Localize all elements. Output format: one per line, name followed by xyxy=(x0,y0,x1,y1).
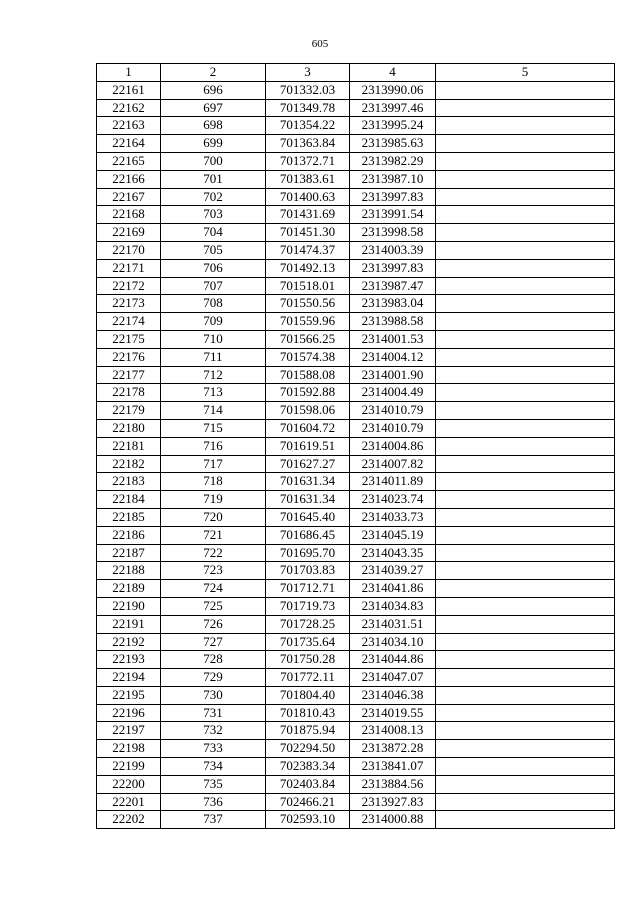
table-cell: 22181 xyxy=(97,437,161,455)
table-row xyxy=(97,402,615,420)
table-row xyxy=(97,295,615,313)
table-cell: 2314023.74 xyxy=(350,491,436,509)
table-cell: 701712.71 xyxy=(266,580,350,598)
table-cell xyxy=(436,526,615,544)
table-row xyxy=(97,188,615,206)
table-cell: 22183 xyxy=(97,473,161,491)
table-cell: 2313987.47 xyxy=(350,277,436,295)
table-cell: 2313997.83 xyxy=(350,188,436,206)
table-row xyxy=(97,348,615,366)
table-cell: 22169 xyxy=(97,224,161,242)
table-row xyxy=(97,206,615,224)
page-number: 605 xyxy=(311,38,329,50)
table-cell: 22175 xyxy=(97,330,161,348)
table-cell: 712 xyxy=(161,366,266,384)
table-row xyxy=(97,722,615,740)
table-cell: 22189 xyxy=(97,580,161,598)
table-row xyxy=(97,313,615,331)
table-cell: 720 xyxy=(161,508,266,526)
column-header: 1 xyxy=(97,64,161,82)
table-cell: 22191 xyxy=(97,615,161,633)
table-cell xyxy=(436,508,615,526)
table-cell: 707 xyxy=(161,277,266,295)
table-cell: 2314044.86 xyxy=(350,651,436,669)
table-cell: 22198 xyxy=(97,740,161,758)
table-cell: 722 xyxy=(161,544,266,562)
table-cell xyxy=(436,152,615,170)
table-cell: 22168 xyxy=(97,206,161,224)
table-cell: 729 xyxy=(161,669,266,687)
table-cell: 701451.30 xyxy=(266,224,350,242)
table-row xyxy=(97,330,615,348)
table-cell: 701695.70 xyxy=(266,544,350,562)
table-cell: 728 xyxy=(161,651,266,669)
table-row xyxy=(97,793,615,811)
table-cell: 2313987.10 xyxy=(350,170,436,188)
table-cell: 701431.69 xyxy=(266,206,350,224)
table-cell: 702466.21 xyxy=(266,793,350,811)
table-cell: 2314004.49 xyxy=(350,384,436,402)
table-cell: 22202 xyxy=(97,811,161,829)
table-cell: 22195 xyxy=(97,686,161,704)
table-cell xyxy=(436,135,615,153)
table-cell: 2313995.24 xyxy=(350,117,436,135)
table-cell: 2314004.12 xyxy=(350,348,436,366)
table-cell: 2314001.90 xyxy=(350,366,436,384)
table-cell: 2314008.13 xyxy=(350,722,436,740)
table-cell: 701619.51 xyxy=(266,437,350,455)
table-cell: 717 xyxy=(161,455,266,473)
table-cell: 711 xyxy=(161,348,266,366)
table-cell: 701349.78 xyxy=(266,99,350,117)
table-cell: 22167 xyxy=(97,188,161,206)
table-cell: 696 xyxy=(161,81,266,99)
table-row xyxy=(97,384,615,402)
table-cell xyxy=(436,491,615,509)
table-row xyxy=(97,473,615,491)
table-cell: 710 xyxy=(161,330,266,348)
table-cell: 2314034.10 xyxy=(350,633,436,651)
table-cell: 701383.61 xyxy=(266,170,350,188)
table-cell: 702294.50 xyxy=(266,740,350,758)
table-cell: 22199 xyxy=(97,758,161,776)
table-cell xyxy=(436,295,615,313)
table-cell: 22201 xyxy=(97,793,161,811)
table-cell: 701875.94 xyxy=(266,722,350,740)
table-row xyxy=(97,277,615,295)
table-cell: 2314034.83 xyxy=(350,597,436,615)
table-cell: 22187 xyxy=(97,544,161,562)
column-header: 4 xyxy=(350,64,436,82)
table-row xyxy=(97,811,615,829)
table-cell: 704 xyxy=(161,224,266,242)
table-row xyxy=(97,419,615,437)
table-cell: 2314046.38 xyxy=(350,686,436,704)
table-row xyxy=(97,491,615,509)
table-cell xyxy=(436,615,615,633)
table-cell: 22176 xyxy=(97,348,161,366)
table-cell: 719 xyxy=(161,491,266,509)
table-cell: 701 xyxy=(161,170,266,188)
table-cell: 701474.37 xyxy=(266,241,350,259)
table-cell xyxy=(436,562,615,580)
table-cell: 701372.71 xyxy=(266,152,350,170)
table-cell: 2313991.54 xyxy=(350,206,436,224)
table-cell: 701354.22 xyxy=(266,117,350,135)
table-cell: 714 xyxy=(161,402,266,420)
table-cell xyxy=(436,313,615,331)
table-row xyxy=(97,117,615,135)
table-cell: 701772.11 xyxy=(266,669,350,687)
table-cell: 22182 xyxy=(97,455,161,473)
table-cell xyxy=(436,669,615,687)
table-cell: 2313985.63 xyxy=(350,135,436,153)
table-cell: 2313998.58 xyxy=(350,224,436,242)
table-cell: 701750.28 xyxy=(266,651,350,669)
table-cell xyxy=(436,330,615,348)
table-row xyxy=(97,580,615,598)
table-cell: 701631.34 xyxy=(266,473,350,491)
table-cell: 22163 xyxy=(97,117,161,135)
table-cell xyxy=(436,437,615,455)
table-cell: 701627.27 xyxy=(266,455,350,473)
table-cell: 701332.03 xyxy=(266,81,350,99)
table-cell xyxy=(436,188,615,206)
header-row xyxy=(97,64,615,82)
table-cell xyxy=(436,811,615,829)
table-cell: 735 xyxy=(161,775,266,793)
table-cell xyxy=(436,402,615,420)
table-cell xyxy=(436,580,615,598)
table-cell: 701804.40 xyxy=(266,686,350,704)
table-cell xyxy=(436,473,615,491)
table-cell: 699 xyxy=(161,135,266,153)
table-cell: 22171 xyxy=(97,259,161,277)
table-cell: 2313884.56 xyxy=(350,775,436,793)
table-cell xyxy=(436,544,615,562)
table-row xyxy=(97,99,615,117)
table-cell: 22179 xyxy=(97,402,161,420)
table-cell: 22173 xyxy=(97,295,161,313)
table-cell: 22162 xyxy=(97,99,161,117)
table-row xyxy=(97,651,615,669)
table-row xyxy=(97,704,615,722)
table-cell: 22193 xyxy=(97,651,161,669)
table-row xyxy=(97,135,615,153)
table-cell: 734 xyxy=(161,758,266,776)
table-cell: 737 xyxy=(161,811,266,829)
table-cell: 22174 xyxy=(97,313,161,331)
table-cell: 22165 xyxy=(97,152,161,170)
table-cell: 701574.38 xyxy=(266,348,350,366)
table-cell: 22192 xyxy=(97,633,161,651)
table-cell: 22194 xyxy=(97,669,161,687)
table-cell: 2314033.73 xyxy=(350,508,436,526)
table-cell: 731 xyxy=(161,704,266,722)
table-cell xyxy=(436,758,615,776)
table-row xyxy=(97,259,615,277)
table-cell: 701492.13 xyxy=(266,259,350,277)
table-cell: 733 xyxy=(161,740,266,758)
table-cell: 701631.34 xyxy=(266,491,350,509)
table-row xyxy=(97,669,615,687)
table-row xyxy=(97,740,615,758)
table-cell: 701400.63 xyxy=(266,188,350,206)
table-row xyxy=(97,615,615,633)
table-cell: 702 xyxy=(161,188,266,206)
table-cell: 701592.88 xyxy=(266,384,350,402)
table-cell: 701363.84 xyxy=(266,135,350,153)
table-cell: 709 xyxy=(161,313,266,331)
table-cell: 22164 xyxy=(97,135,161,153)
table-cell: 2314039.27 xyxy=(350,562,436,580)
table-cell xyxy=(436,419,615,437)
table-cell: 2314010.79 xyxy=(350,419,436,437)
table-cell xyxy=(436,259,615,277)
table-cell: 2313983.04 xyxy=(350,295,436,313)
table-cell: 22197 xyxy=(97,722,161,740)
table-cell: 736 xyxy=(161,793,266,811)
table-cell: 702403.84 xyxy=(266,775,350,793)
table-row xyxy=(97,562,615,580)
table-cell: 2314045.19 xyxy=(350,526,436,544)
table-cell: 701550.56 xyxy=(266,295,350,313)
table-cell: 22190 xyxy=(97,597,161,615)
table-row xyxy=(97,224,615,242)
column-header: 3 xyxy=(266,64,350,82)
table-cell: 701703.83 xyxy=(266,562,350,580)
table-cell: 2314010.79 xyxy=(350,402,436,420)
table-cell: 701518.01 xyxy=(266,277,350,295)
table-cell: 702383.34 xyxy=(266,758,350,776)
table-cell: 2314003.39 xyxy=(350,241,436,259)
table-cell: 22185 xyxy=(97,508,161,526)
table-cell: 715 xyxy=(161,419,266,437)
table-row xyxy=(97,241,615,259)
table-cell: 2314001.53 xyxy=(350,330,436,348)
table-cell: 2314041.86 xyxy=(350,580,436,598)
table-cell: 702593.10 xyxy=(266,811,350,829)
table-cell: 22184 xyxy=(97,491,161,509)
table-cell: 724 xyxy=(161,580,266,598)
table-cell: 22188 xyxy=(97,562,161,580)
table-cell: 2313997.83 xyxy=(350,259,436,277)
table-row xyxy=(97,455,615,473)
table-cell xyxy=(436,277,615,295)
table-cell: 726 xyxy=(161,615,266,633)
table-cell: 2314004.86 xyxy=(350,437,436,455)
table-row xyxy=(97,437,615,455)
table-cell: 701566.25 xyxy=(266,330,350,348)
table-cell: 2313997.46 xyxy=(350,99,436,117)
table-cell: 701810.43 xyxy=(266,704,350,722)
table-cell: 701686.45 xyxy=(266,526,350,544)
table-row xyxy=(97,597,615,615)
table-cell: 708 xyxy=(161,295,266,313)
table-cell: 725 xyxy=(161,597,266,615)
table-cell: 701645.40 xyxy=(266,508,350,526)
table-cell: 2313841.07 xyxy=(350,758,436,776)
table-row xyxy=(97,544,615,562)
table-cell xyxy=(436,597,615,615)
table-cell xyxy=(436,117,615,135)
table-cell xyxy=(436,633,615,651)
table-cell xyxy=(436,775,615,793)
table-cell: 22178 xyxy=(97,384,161,402)
table-cell xyxy=(436,722,615,740)
table-cell xyxy=(436,740,615,758)
table-row xyxy=(97,81,615,99)
table-row xyxy=(97,152,615,170)
table-cell xyxy=(436,170,615,188)
table-row xyxy=(97,366,615,384)
table-cell: 701559.96 xyxy=(266,313,350,331)
coordinates-table xyxy=(96,63,615,829)
table-cell xyxy=(436,99,615,117)
table-cell: 2313990.06 xyxy=(350,81,436,99)
table-cell: 698 xyxy=(161,117,266,135)
table-cell: 700 xyxy=(161,152,266,170)
table-cell xyxy=(436,206,615,224)
column-header: 2 xyxy=(161,64,266,82)
table-cell: 701604.72 xyxy=(266,419,350,437)
table-cell: 697 xyxy=(161,99,266,117)
table-cell: 22186 xyxy=(97,526,161,544)
table-cell: 2314019.55 xyxy=(350,704,436,722)
table-cell: 22166 xyxy=(97,170,161,188)
table-cell: 22177 xyxy=(97,366,161,384)
table-row xyxy=(97,686,615,704)
table-row xyxy=(97,526,615,544)
table-row xyxy=(97,758,615,776)
table-cell: 721 xyxy=(161,526,266,544)
table-cell: 701719.73 xyxy=(266,597,350,615)
table-cell: 2314011.89 xyxy=(350,473,436,491)
table-cell: 703 xyxy=(161,206,266,224)
table-cell: 701588.08 xyxy=(266,366,350,384)
table-body xyxy=(97,81,615,828)
table-cell: 701728.25 xyxy=(266,615,350,633)
table-cell: 701735.64 xyxy=(266,633,350,651)
table-cell: 22161 xyxy=(97,81,161,99)
table-row xyxy=(97,170,615,188)
table-cell: 22196 xyxy=(97,704,161,722)
table-cell: 2313988.58 xyxy=(350,313,436,331)
table-cell xyxy=(436,384,615,402)
column-header: 5 xyxy=(436,64,615,82)
table-cell: 701598.06 xyxy=(266,402,350,420)
table-cell: 705 xyxy=(161,241,266,259)
table-cell xyxy=(436,224,615,242)
table-cell: 2314043.35 xyxy=(350,544,436,562)
table-cell: 22180 xyxy=(97,419,161,437)
table-cell: 718 xyxy=(161,473,266,491)
table-cell: 713 xyxy=(161,384,266,402)
table-cell xyxy=(436,241,615,259)
table-row xyxy=(97,633,615,651)
table-cell: 2313982.29 xyxy=(350,152,436,170)
table-cell xyxy=(436,793,615,811)
table-cell: 22170 xyxy=(97,241,161,259)
table-cell: 2314047.07 xyxy=(350,669,436,687)
table-row xyxy=(97,775,615,793)
table-row xyxy=(97,508,615,526)
table-cell xyxy=(436,348,615,366)
table-cell: 706 xyxy=(161,259,266,277)
table-cell xyxy=(436,651,615,669)
table-cell: 2313927.83 xyxy=(350,793,436,811)
table-cell xyxy=(436,81,615,99)
table-cell: 2314000.88 xyxy=(350,811,436,829)
table-cell: 727 xyxy=(161,633,266,651)
table-cell: 730 xyxy=(161,686,266,704)
table-cell: 732 xyxy=(161,722,266,740)
table-cell: 22200 xyxy=(97,775,161,793)
table-cell xyxy=(436,455,615,473)
table-cell: 723 xyxy=(161,562,266,580)
table-cell: 716 xyxy=(161,437,266,455)
table-cell: 22172 xyxy=(97,277,161,295)
table-cell xyxy=(436,686,615,704)
table-cell xyxy=(436,704,615,722)
table-cell xyxy=(436,366,615,384)
table-cell: 2313872.28 xyxy=(350,740,436,758)
table-cell: 2314007.82 xyxy=(350,455,436,473)
table-cell: 2314031.51 xyxy=(350,615,436,633)
